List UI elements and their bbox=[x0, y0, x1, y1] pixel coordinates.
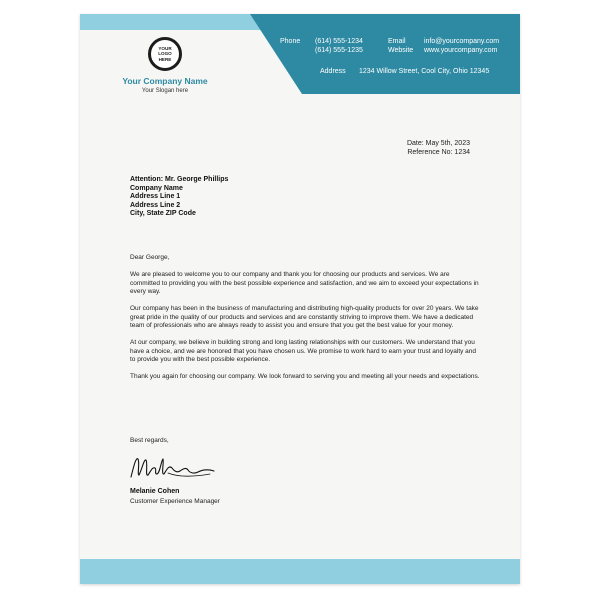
letter-meta bbox=[407, 139, 470, 157]
website-label: Website bbox=[388, 47, 414, 54]
email-label: Email bbox=[388, 38, 406, 45]
body-paragraph: We are pleased to welcome you to our company and thank you for choosing our products and services. We are committed to providing you with the best possible experience and satisfaction, and we aim to exceed your expectations in every way. bbox=[130, 271, 479, 295]
body-paragraph: At our company, we believe in building strong and long lasting relationships with our customers. We understand that you have a choice, and we are honored that you have chosen us. We promise to work hard to earn your trust and loyalty and to provide you with the best possible experience. bbox=[130, 339, 477, 363]
letterhead-page bbox=[80, 14, 520, 584]
salutation: Dear George, bbox=[130, 254, 170, 261]
company-name: Your Company Name bbox=[122, 76, 208, 86]
phone-number-2: (614) 555-1235 bbox=[315, 47, 363, 54]
email-value: info@yourcompany.com bbox=[424, 38, 500, 45]
logo-text-line: LOGO bbox=[158, 51, 172, 57]
recipient-company: Company Name bbox=[130, 184, 183, 192]
closing: Best regards, bbox=[130, 437, 169, 444]
signer-name: Melanie Cohen bbox=[130, 488, 180, 495]
recipient-attention: Attention: Mr. George Phillips bbox=[130, 176, 229, 183]
company-slogan: Your Slogan here bbox=[141, 88, 189, 94]
phone-number-1: (614) 555-1234 bbox=[315, 38, 363, 45]
logo-text-line: YOUR bbox=[158, 45, 172, 51]
body-paragraph: Our company has been in the business of manufacturing and distributing high-quality products for over 20 years. We take great pride in the quality of our products and services and are constantly striving to improve them. We have a dedicated team of professionals who are always ready to assist you and ensure that you get the best value for your money. bbox=[130, 305, 479, 329]
handwritten-signature bbox=[128, 447, 218, 487]
logo-text-line: HERE bbox=[158, 56, 172, 62]
recipient-address bbox=[130, 176, 228, 219]
reference-number: Reference No: 1234 bbox=[407, 149, 470, 156]
address-value: 1234 Willow Street, Cool City, Ohio 12345 bbox=[359, 68, 490, 75]
website-value: www.yourcompany.com bbox=[424, 47, 498, 54]
recipient-city-state-zip: City, State ZIP Code bbox=[130, 210, 196, 218]
phone-label: Phone bbox=[280, 38, 301, 45]
signer-title: Customer Experience Manager bbox=[130, 498, 220, 505]
body-paragraph: Thank you again for choosing our company. We look forward to serving you and meeting all your needs and expectations. bbox=[130, 373, 480, 380]
footer-accent-band bbox=[80, 559, 520, 584]
recipient-address-line-1: Address Line 1 bbox=[130, 193, 181, 201]
recipient-address-line-2: Address Line 2 bbox=[130, 201, 181, 209]
letter-body bbox=[130, 254, 480, 390]
letter-date: Date: May 5th, 2023 bbox=[406, 140, 470, 147]
address-label: Address bbox=[320, 68, 346, 75]
company-logo bbox=[148, 37, 182, 71]
